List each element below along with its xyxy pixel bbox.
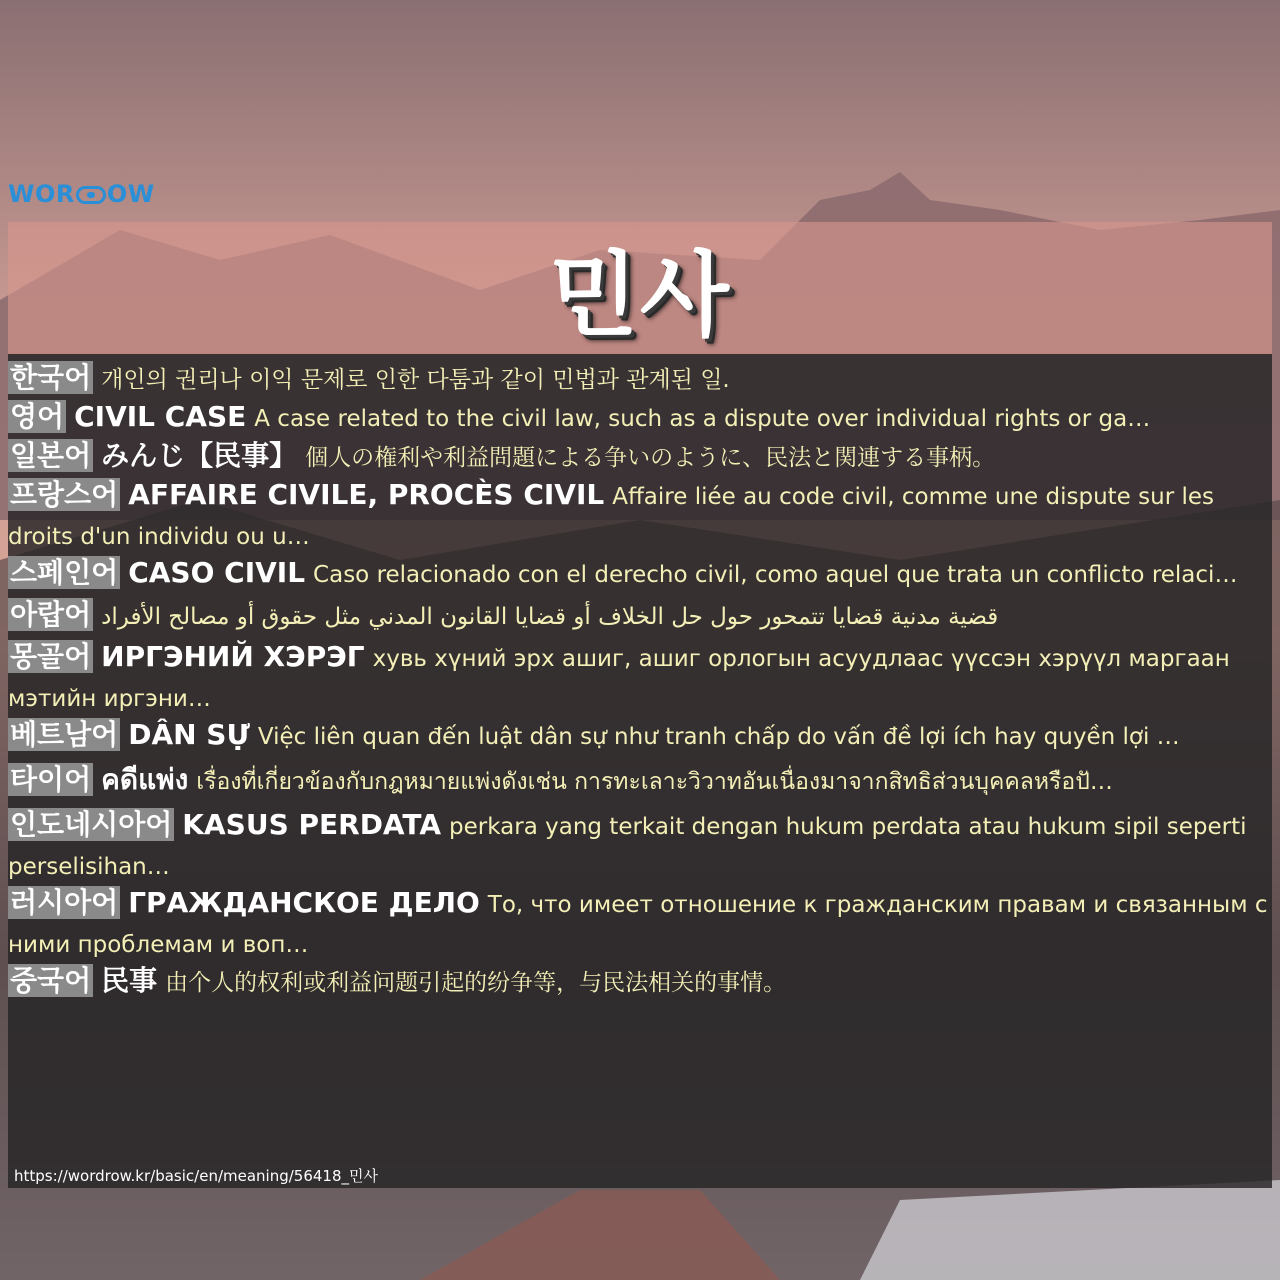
headword: ГРАЖДАНСКОЕ ДЕЛО	[128, 886, 480, 919]
headword: CASO CIVIL	[128, 556, 306, 589]
entry-korean	[8, 358, 1270, 397]
headword: 民事	[101, 964, 158, 997]
title-band	[8, 222, 1272, 354]
headword: AFFAIRE CIVILE, PROCÈS CIVIL	[128, 478, 605, 511]
lang-label: 타이어	[10, 763, 92, 796]
headword: DÂN SỰ	[128, 718, 250, 751]
definition: Affaire liée au code civil, comme une dispute sur les droits d'un individu ou u…	[8, 484, 1214, 550]
entry-indonesian	[8, 805, 1270, 883]
lang-label: 몽골어	[10, 640, 92, 673]
lang-label: 영어	[10, 400, 65, 433]
headword: คดีแพ่ง	[101, 763, 189, 796]
lang-label: 러시아어	[10, 886, 119, 919]
entry-french	[8, 475, 1270, 553]
lang-label: 일본어	[10, 439, 92, 472]
headword: ИРГЭНИЙ ХЭРЭГ	[101, 640, 365, 673]
definition: Caso relacionado con el derecho civil, como aquel que trata un conflicto relaci…	[313, 562, 1238, 588]
lang-label: 스페인어	[10, 556, 119, 589]
lang-label: 프랑스어	[10, 478, 119, 511]
definition: perkara yang terkait dengan hukum perdata atau hukum sipil seperti perselisihan…	[8, 814, 1247, 880]
wordrow-logo	[8, 180, 155, 208]
definition: قضية مدنية قضايا تتمحور حول حل الخلاف أو قضايا القانون المدني مثل حقوق أو مصالح الأفراد	[101, 604, 999, 630]
lang-label: 중국어	[10, 964, 92, 997]
definition: То, что имеет отношение к гражданским правам и связанным с ними проблемам и воп…	[8, 892, 1268, 958]
definition: хувь хүний эрх ашиг, ашиг орлогын асуудлаас үүссэн хэрүүл маргаан мэтийн иргэни…	[8, 646, 1230, 712]
definition: Việc liên quan đến luật dân sự như tranh chấp do vấn đề lợi ích hay quyền lợi …	[257, 724, 1180, 750]
page-title: 민사	[549, 242, 731, 349]
headword: KASUS PERDATA	[182, 808, 442, 841]
entry-vietnamese	[8, 715, 1270, 757]
headword: みんじ【民事】	[101, 439, 298, 472]
definition: A case related to the civil law, such as a dispute over individual rights or ga…	[254, 406, 1151, 432]
entry-spanish	[8, 553, 1270, 595]
logo-text-left: WOR	[8, 180, 75, 208]
logo-text-right: OW	[106, 180, 155, 208]
entry-english	[8, 397, 1270, 436]
lang-label: 인도네시아어	[10, 808, 173, 841]
definition: 由个人的权利或利益问题引起的纷争等，与民法相关的事情。	[165, 970, 787, 996]
lang-label: 베트남어	[10, 718, 119, 751]
entry-chinese	[8, 961, 1270, 1000]
definition: 개인의 권리나 이익 문제로 인한 다툼과 같이 민법과 관계된 일.	[101, 367, 730, 393]
logo-glasses-icon	[76, 186, 106, 204]
headword: CIVIL CASE	[74, 400, 247, 433]
entry-thai	[8, 757, 1270, 805]
definition: 個人の権利や利益問題による争いのように、民法と関連する事柄。	[305, 445, 996, 471]
lang-label: 한국어	[10, 361, 92, 394]
source-url[interactable]: https://wordrow.kr/basic/en/meaning/56418_민사	[14, 1167, 378, 1185]
translation-list	[8, 358, 1270, 1000]
entry-mongolian	[8, 637, 1270, 715]
lang-label: 아랍어	[10, 598, 92, 631]
entry-japanese	[8, 436, 1270, 475]
definition: เรื่องที่เกี่ยวข้องกับกฎหมายแพ่งดังเช่น การทะเลาะวิวาทอันเนื่องมาจากสิทธิส่วนบุคคลหรือปั…	[196, 769, 1113, 795]
entry-arabic	[8, 595, 1270, 637]
entry-russian	[8, 883, 1270, 961]
